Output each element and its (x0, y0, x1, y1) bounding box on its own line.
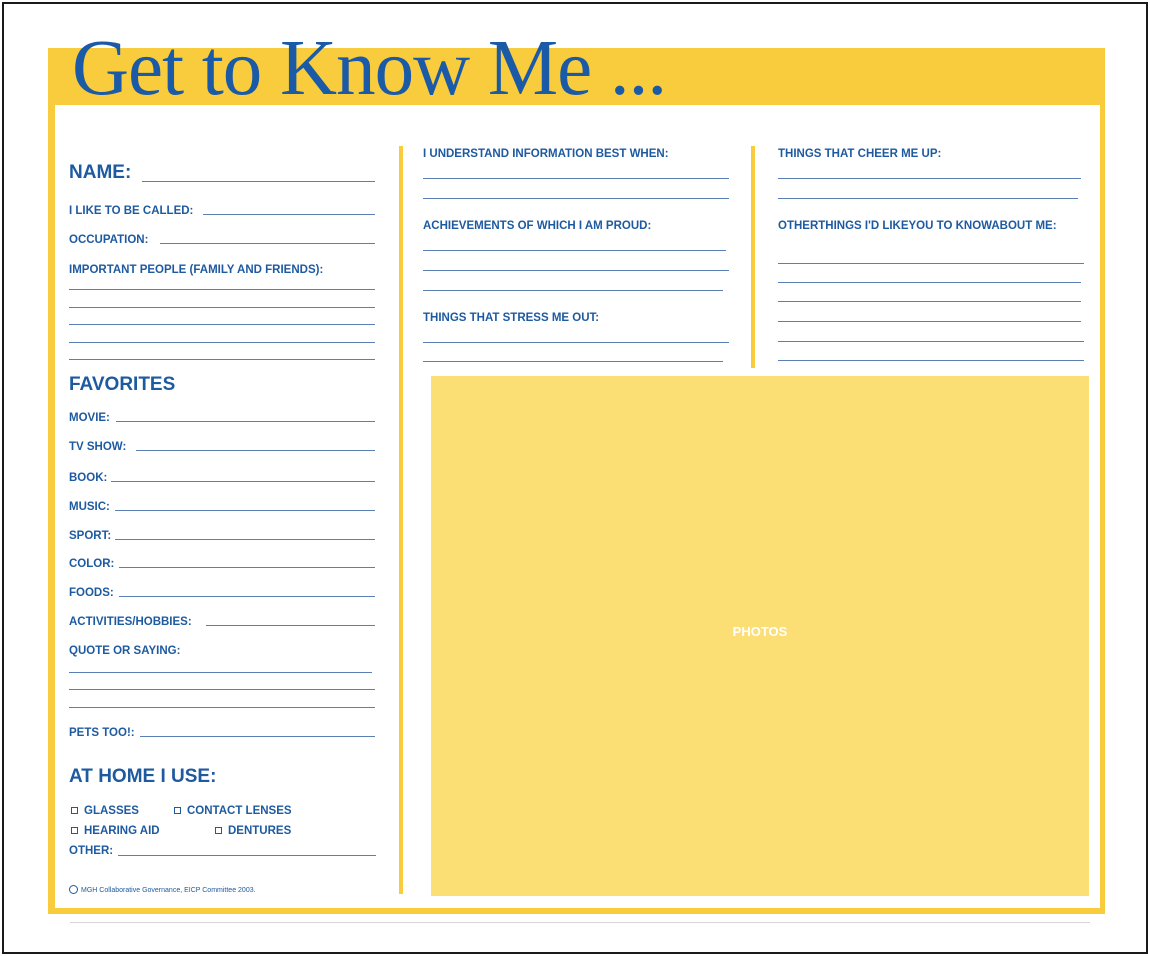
stress-label: THINGS THAT STRESS ME OUT: (423, 312, 600, 324)
dentures-checkbox[interactable] (215, 827, 222, 834)
hearing-aid-label: HEARING AID (84, 825, 160, 837)
cheer-line[interactable] (778, 178, 1081, 179)
other-things-line[interactable] (778, 301, 1081, 302)
important-people-line[interactable] (69, 359, 375, 360)
important-people-line[interactable] (69, 307, 375, 308)
important-people-line[interactable] (69, 324, 375, 325)
glasses-option[interactable] (71, 804, 139, 818)
other-things-line[interactable] (778, 321, 1081, 322)
contact-lenses-option[interactable] (174, 804, 292, 818)
copyright-icon (69, 885, 78, 894)
dentures-option[interactable] (215, 824, 291, 838)
favorite-hobbies-field[interactable] (206, 625, 375, 626)
photos-area[interactable] (431, 376, 1089, 896)
bottom-rule (70, 922, 1090, 923)
understand-line[interactable] (423, 178, 729, 179)
name-field[interactable] (142, 181, 375, 182)
quote-line[interactable] (69, 672, 372, 673)
other-things-label: OTHERTHINGS I'D LIKEYOU TO KNOWABOUT ME: (778, 220, 1057, 232)
important-people-line[interactable] (69, 342, 375, 343)
stress-line[interactable] (423, 342, 729, 343)
other-field[interactable] (118, 855, 376, 856)
pets-label: PETS TOO!: (69, 727, 135, 739)
contact-lenses-checkbox[interactable] (174, 807, 181, 814)
other-things-line[interactable] (778, 341, 1084, 342)
favorite-tv-label: TV SHOW: (69, 441, 127, 453)
favorite-music-field[interactable] (115, 510, 375, 511)
other-things-line[interactable] (778, 282, 1081, 283)
stress-line[interactable] (423, 361, 723, 362)
favorites-heading: FAVORITES (69, 374, 176, 395)
quote-line[interactable] (69, 689, 375, 690)
copyright-text: MGH Collaborative Governance, EICP Committee 2003. (81, 887, 256, 894)
favorite-hobbies-label: ACTIVITIES/HOBBIES: (69, 616, 192, 628)
understand-label: I UNDERSTAND INFORMATION BEST WHEN: (423, 148, 669, 160)
contact-lenses-label: CONTACT LENSES (187, 805, 292, 817)
cheer-line[interactable] (778, 198, 1078, 199)
important-people-line[interactable] (69, 289, 375, 290)
other-things-line[interactable] (778, 263, 1084, 264)
occupation-label: OCCUPATION: (69, 234, 149, 246)
favorite-book-label: BOOK: (69, 472, 108, 484)
favorite-tv-field[interactable] (136, 450, 375, 451)
quote-label: QUOTE OR SAYING: (69, 645, 181, 657)
dentures-label: DENTURES (228, 825, 292, 837)
occupation-field[interactable] (160, 243, 375, 244)
called-field[interactable] (203, 214, 375, 215)
page-title: Get to Know Me ... (72, 25, 667, 112)
favorite-foods-label: FOODS: (69, 587, 114, 599)
column-divider-right (751, 146, 755, 368)
column-divider-left (399, 146, 403, 894)
hearing-aid-option[interactable] (71, 824, 160, 838)
understand-line[interactable] (423, 198, 729, 199)
copyright-note (69, 885, 256, 894)
achievements-line[interactable] (423, 250, 726, 251)
pets-field[interactable] (140, 736, 375, 737)
cheer-label: THINGS THAT CHEER ME UP: (778, 148, 942, 160)
favorite-movie-field[interactable] (116, 421, 375, 422)
favorite-color-field[interactable] (119, 567, 375, 568)
favorite-movie-label: MOVIE: (69, 412, 110, 424)
favorite-sport-field[interactable] (115, 539, 375, 540)
favorite-sport-label: SPORT: (69, 530, 112, 542)
other-label: OTHER: (69, 845, 114, 857)
quote-line[interactable] (69, 707, 375, 708)
glasses-label: GLASSES (84, 805, 139, 817)
called-label: I LIKE TO BE CALLED: (69, 205, 194, 217)
photos-label: PHOTOS (732, 624, 788, 639)
achievements-line[interactable] (423, 290, 723, 291)
at-home-heading: AT HOME I USE: (69, 766, 217, 787)
name-label: NAME: (69, 162, 132, 183)
achievements-label: ACHIEVEMENTS OF WHICH I AM PROUD: (423, 220, 652, 232)
favorite-foods-field[interactable] (119, 596, 375, 597)
achievements-line[interactable] (423, 270, 729, 271)
favorite-book-field[interactable] (111, 481, 375, 482)
favorite-color-label: COLOR: (69, 558, 115, 570)
important-people-label: IMPORTANT PEOPLE (FAMILY AND FRIENDS): (69, 264, 324, 276)
glasses-checkbox[interactable] (71, 807, 78, 814)
hearing-aid-checkbox[interactable] (71, 827, 78, 834)
other-things-line[interactable] (778, 360, 1084, 361)
favorite-music-label: MUSIC: (69, 501, 110, 513)
